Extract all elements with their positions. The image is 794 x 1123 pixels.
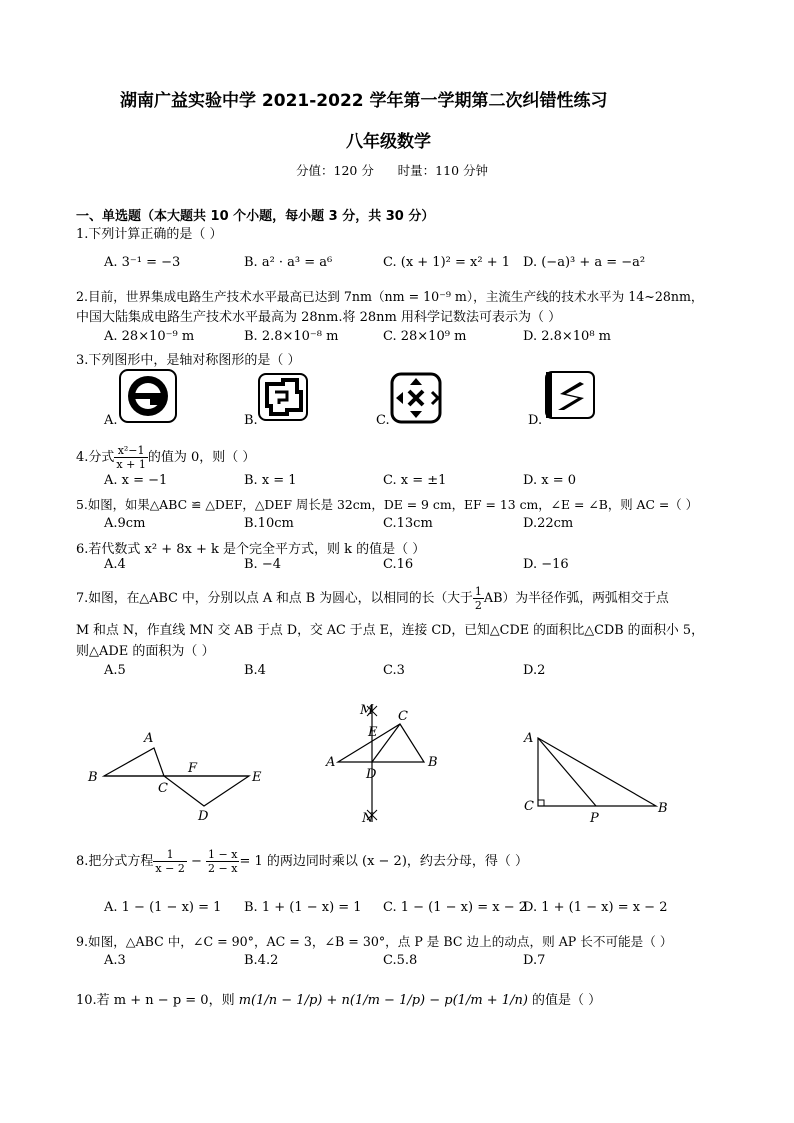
- label-m: M: [360, 703, 374, 718]
- q2-option-d: D. 2.8×10⁸ m: [523, 329, 612, 344]
- q10-stem: [76, 989, 601, 1008]
- q8-fraction-2: [206, 848, 239, 875]
- label-b: B: [428, 755, 438, 770]
- q3-option-d: D.: [528, 413, 543, 428]
- q10-prefix: 10.若 m + n − p = 0，则: [76, 993, 235, 1008]
- q2-line2: 中国大陆集成电路生产技术水平最高为 28nm.将 28nm 用科学记数法可表示为（ ）: [76, 310, 562, 325]
- q7-line1-part1: 7.如图，在△ABC 中，分别以点 A 和点 B 为圆心，以相同的长（大于: [76, 591, 473, 606]
- q3-option-a: A.: [104, 413, 118, 428]
- q1-option-c: C. (x + 1)² = x² + 1: [383, 255, 510, 270]
- q8-suffix: = 1 的两边同时乘以 (x − 2)，约去分母，得（ ）: [239, 854, 529, 869]
- q5-figure: [84, 726, 274, 826]
- subject-title: 八年级数学: [346, 132, 431, 152]
- label-c: C: [398, 709, 408, 724]
- q7-line3: 则△ADE 的面积为（ ）: [76, 644, 215, 659]
- q8-option-a: A. 1 − (1 − x) = 1: [104, 900, 222, 915]
- q1-option-a: A. 3⁻¹ = −3: [104, 255, 181, 270]
- q7-option-c: C.3: [383, 663, 405, 678]
- label-e: E: [368, 725, 378, 740]
- q6-option-d: D. −16: [523, 557, 569, 572]
- q5-option-c: C.13cm: [383, 516, 433, 531]
- q5-option-a: A.9cm: [104, 516, 146, 531]
- q8-prefix: 8.把分式方程: [76, 854, 154, 869]
- s-shape-icon: [544, 370, 596, 422]
- q7-figure: [320, 700, 450, 830]
- label-b: B: [88, 770, 98, 785]
- exam-info: 分值：120 分 时量：110 分钟: [296, 163, 489, 178]
- q8-f2-den: 2 − x: [208, 862, 238, 875]
- q7-line1-part2: AB）为半径作弧，两弧相交于点: [483, 591, 669, 606]
- q10-expression: m(1/n − 1/p) + n(1/m − 1/p) − p(1/m + 1/n): [238, 993, 528, 1008]
- arrows-icon: [388, 370, 444, 426]
- q10-suffix: 的值是（ ）: [532, 993, 602, 1008]
- q8-f1-den: x − 2: [155, 862, 185, 875]
- label-a: A: [524, 731, 534, 746]
- q2-option-c: C. 28×10⁹ m: [383, 329, 467, 344]
- maze-icon: [257, 372, 309, 422]
- q9-option-c: C.5.8: [383, 953, 418, 968]
- label-d: D: [366, 767, 377, 782]
- label-c: C: [524, 799, 534, 814]
- q5-option-b: B.10cm: [244, 516, 294, 531]
- q8-minus: −: [190, 854, 202, 869]
- q6-stem: 6.若代数式 x² + 8x + k 是个完全平方式，则 k 的值是（ ）: [76, 542, 426, 557]
- label-e: E: [252, 770, 262, 785]
- q8-option-b: B. 1 + (1 − x) = 1: [244, 900, 362, 915]
- label-d: D: [198, 809, 209, 824]
- q5-option-d: D.22cm: [523, 516, 574, 531]
- q9-option-d: D.7: [523, 953, 546, 968]
- q1-option-d: D. (−a)³ + a = −a²: [523, 255, 646, 270]
- q9-figure: [518, 726, 678, 826]
- q8-option-d: D. 1 + (1 − x) = x − 2: [523, 900, 668, 915]
- q4-prefix: 4.分式: [76, 450, 115, 465]
- q3-option-b: B.: [244, 413, 258, 428]
- label-b: B: [658, 801, 668, 816]
- label-f: F: [188, 761, 198, 776]
- q7-half-fraction: [473, 585, 484, 612]
- q7-option-d: D.2: [523, 663, 546, 678]
- e-logo-icon: [118, 368, 178, 424]
- q8-f1-num: 1: [153, 848, 186, 862]
- q2-line1: 2.目前，世界集成电路生产技术水平最高已达到 7nm（nm = 10⁻⁹ m），主流生产线的技术水平为 14~28nm，: [76, 289, 704, 304]
- q6-option-a: A.4: [104, 557, 126, 572]
- q6-option-c: C.16: [383, 557, 414, 572]
- q7-option-b: B.4: [244, 663, 266, 678]
- q2-option-a: A. 28×10⁻⁹ m: [104, 329, 195, 344]
- q9-stem: 9.如图，△ABC 中，∠C = 90°，AC = 3，∠B = 30°，点 P 是 BC 边上的动点，则 AP 长不可能是（ ）: [76, 934, 673, 949]
- label-c: C: [158, 781, 168, 796]
- q8-f2-num: 1 − x: [208, 848, 238, 861]
- q8-stem: [76, 848, 528, 875]
- q4-fraction: [114, 444, 147, 471]
- label-p: P: [590, 811, 599, 826]
- q4-option-d: D. x = 0: [523, 473, 576, 488]
- q4-suffix: 的值为 0，则（ ）: [147, 450, 256, 465]
- q3-stem: 3.下列图形中，是轴对称图形的是（ ）: [76, 353, 301, 368]
- label-a: A: [144, 731, 154, 746]
- q4-option-a: A. x = −1: [104, 473, 168, 488]
- q8-fraction-1: [153, 848, 186, 875]
- section-heading: 一、单选题（本大题共 10 个小题，每小题 3 分，共 30 分）: [76, 209, 435, 224]
- label-a: A: [326, 755, 336, 770]
- q3-option-c: C.: [376, 413, 390, 428]
- q9-option-b: B.4.2: [244, 953, 279, 968]
- q8-option-c: C. 1 − (1 − x) = x − 2: [383, 900, 527, 915]
- q4-option-b: B. x = 1: [244, 473, 297, 488]
- q5-stem: 5.如图，如果△ABC ≌ △DEF，△DEF 周长是 32cm，DE = 9 cm，EF = 13 cm，∠E = ∠B，则 AC =（ ）: [76, 497, 699, 512]
- q7-half-den: 2: [474, 599, 482, 612]
- q7-line1: [76, 585, 669, 612]
- q4-denominator: x + 1: [116, 458, 146, 471]
- q4-numerator: x²−1: [114, 444, 147, 458]
- q7-line2: M 和点 N，作直线 MN 交 AB 于点 D，交 AC 于点 E，连接 CD，已知△CDE 的面积比△CDB 的面积小 5，: [76, 623, 704, 638]
- q1-option-b: B. a² · a³ = a⁶: [244, 255, 333, 270]
- q2-option-b: B. 2.8×10⁻⁸ m: [244, 329, 339, 344]
- triangle-def: [164, 776, 249, 806]
- q6-option-b: B. −4: [244, 557, 281, 572]
- q1-stem: 1.下列计算正确的是（ ）: [76, 227, 223, 242]
- q7-half-num: 1: [474, 585, 482, 598]
- triangle-abc: [104, 748, 164, 776]
- q4-stem: [76, 444, 255, 471]
- label-n: N: [362, 811, 374, 826]
- exam-title: 湖南广益实验中学 2021-2022 学年第一学期第二次纠错性练习: [120, 91, 608, 111]
- q9-option-a: A.3: [104, 953, 126, 968]
- q7-option-a: A.5: [104, 663, 126, 678]
- q4-option-c: C. x = ±1: [383, 473, 447, 488]
